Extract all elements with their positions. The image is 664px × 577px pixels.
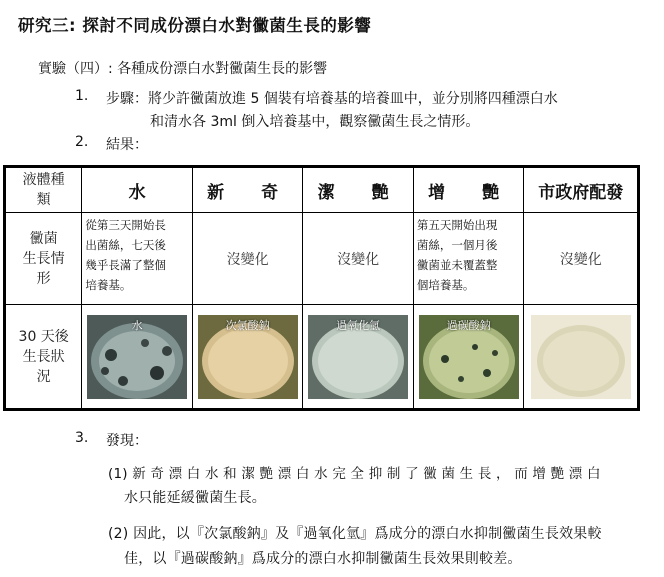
finding-2-line2: 佳，以『過碳酸鈉』爲成分的漂白水抑制黴菌生長效果則較差。 <box>124 551 522 567</box>
col-header-water: 水 <box>128 182 146 203</box>
finding-1-line2: 水只能延緩黴菌生長。 <box>124 490 266 506</box>
photo-zengyan-dish <box>419 315 519 399</box>
photo-label-jieyan: 過氧化氫 <box>336 318 381 332</box>
findings-label: 發現： <box>106 433 148 449</box>
col-header-zengyan: 增 艷 <box>428 182 510 203</box>
experiment-title: 實驗（四）: 各種成份漂白水對黴菌生長的影響 <box>38 61 328 77</box>
col-header-city: 市政府配發 <box>538 182 624 203</box>
col-header-jieyan: 潔 艷 <box>317 182 399 203</box>
photo-water-dish <box>87 315 187 399</box>
finding-2-line1: (2) 因此，以『次氯酸鈉』及『過氧化氫』爲成分的漂白水抑制黴菌生長效果較 <box>108 526 602 542</box>
photo-label-xinqi: 次氯酸鈉 <box>225 318 270 332</box>
findings-number: 3. <box>75 430 89 446</box>
step-text-line1: 步驟：將少許黴菌放進 5 個裝有培養基的培養皿中，並分別將四種漂白水 <box>106 91 558 107</box>
result-number: 2. <box>75 134 89 150</box>
photo-label-zengyan: 過碳酸鈉 <box>446 318 491 332</box>
row-label-growth: 黴菌 生長情 形 <box>5 213 82 305</box>
cell-city-growth: 沒變化 <box>524 213 639 305</box>
cell-zengyan-growth: 第五天開始出現 菌絲，一個月後 黴菌並未覆蓋整 個培養基。 <box>413 213 524 305</box>
photo-jieyan-dish <box>308 315 408 399</box>
photo-xinqi-dish <box>198 315 298 399</box>
corner-header: 液體種 類 <box>5 167 82 213</box>
cell-xinqi-growth: 沒變化 <box>192 213 303 305</box>
photo-city-dish <box>531 315 631 399</box>
finding-1-line1: (1) 新 奇 漂 白 水 和 潔 艷 漂 白 水 完 全 抑 制 了 黴 菌 生 長 ， 而 增 艷 漂 白 <box>108 466 601 482</box>
cell-water-growth: 從第三天開始長 出菌絲，七天後 幾乎長滿了整個 培養基。 <box>82 213 193 305</box>
result-label: 結果： <box>106 137 148 153</box>
cell-jieyan-growth: 沒變化 <box>303 213 414 305</box>
step-number: 1. <box>75 88 89 104</box>
page-title: 研究三: 探討不同成份漂白水對黴菌生長的影響 <box>18 16 372 35</box>
results-table <box>3 165 640 411</box>
col-header-xinqi: 新 奇 <box>207 182 289 203</box>
step-text-line2: 和清水各 3ml 倒入培養基中，觀察黴菌生長之情形。 <box>150 114 480 130</box>
photo-label-water: 水 <box>131 318 143 332</box>
row-label-30days: 30 天後 生長狀 況 <box>5 305 82 410</box>
